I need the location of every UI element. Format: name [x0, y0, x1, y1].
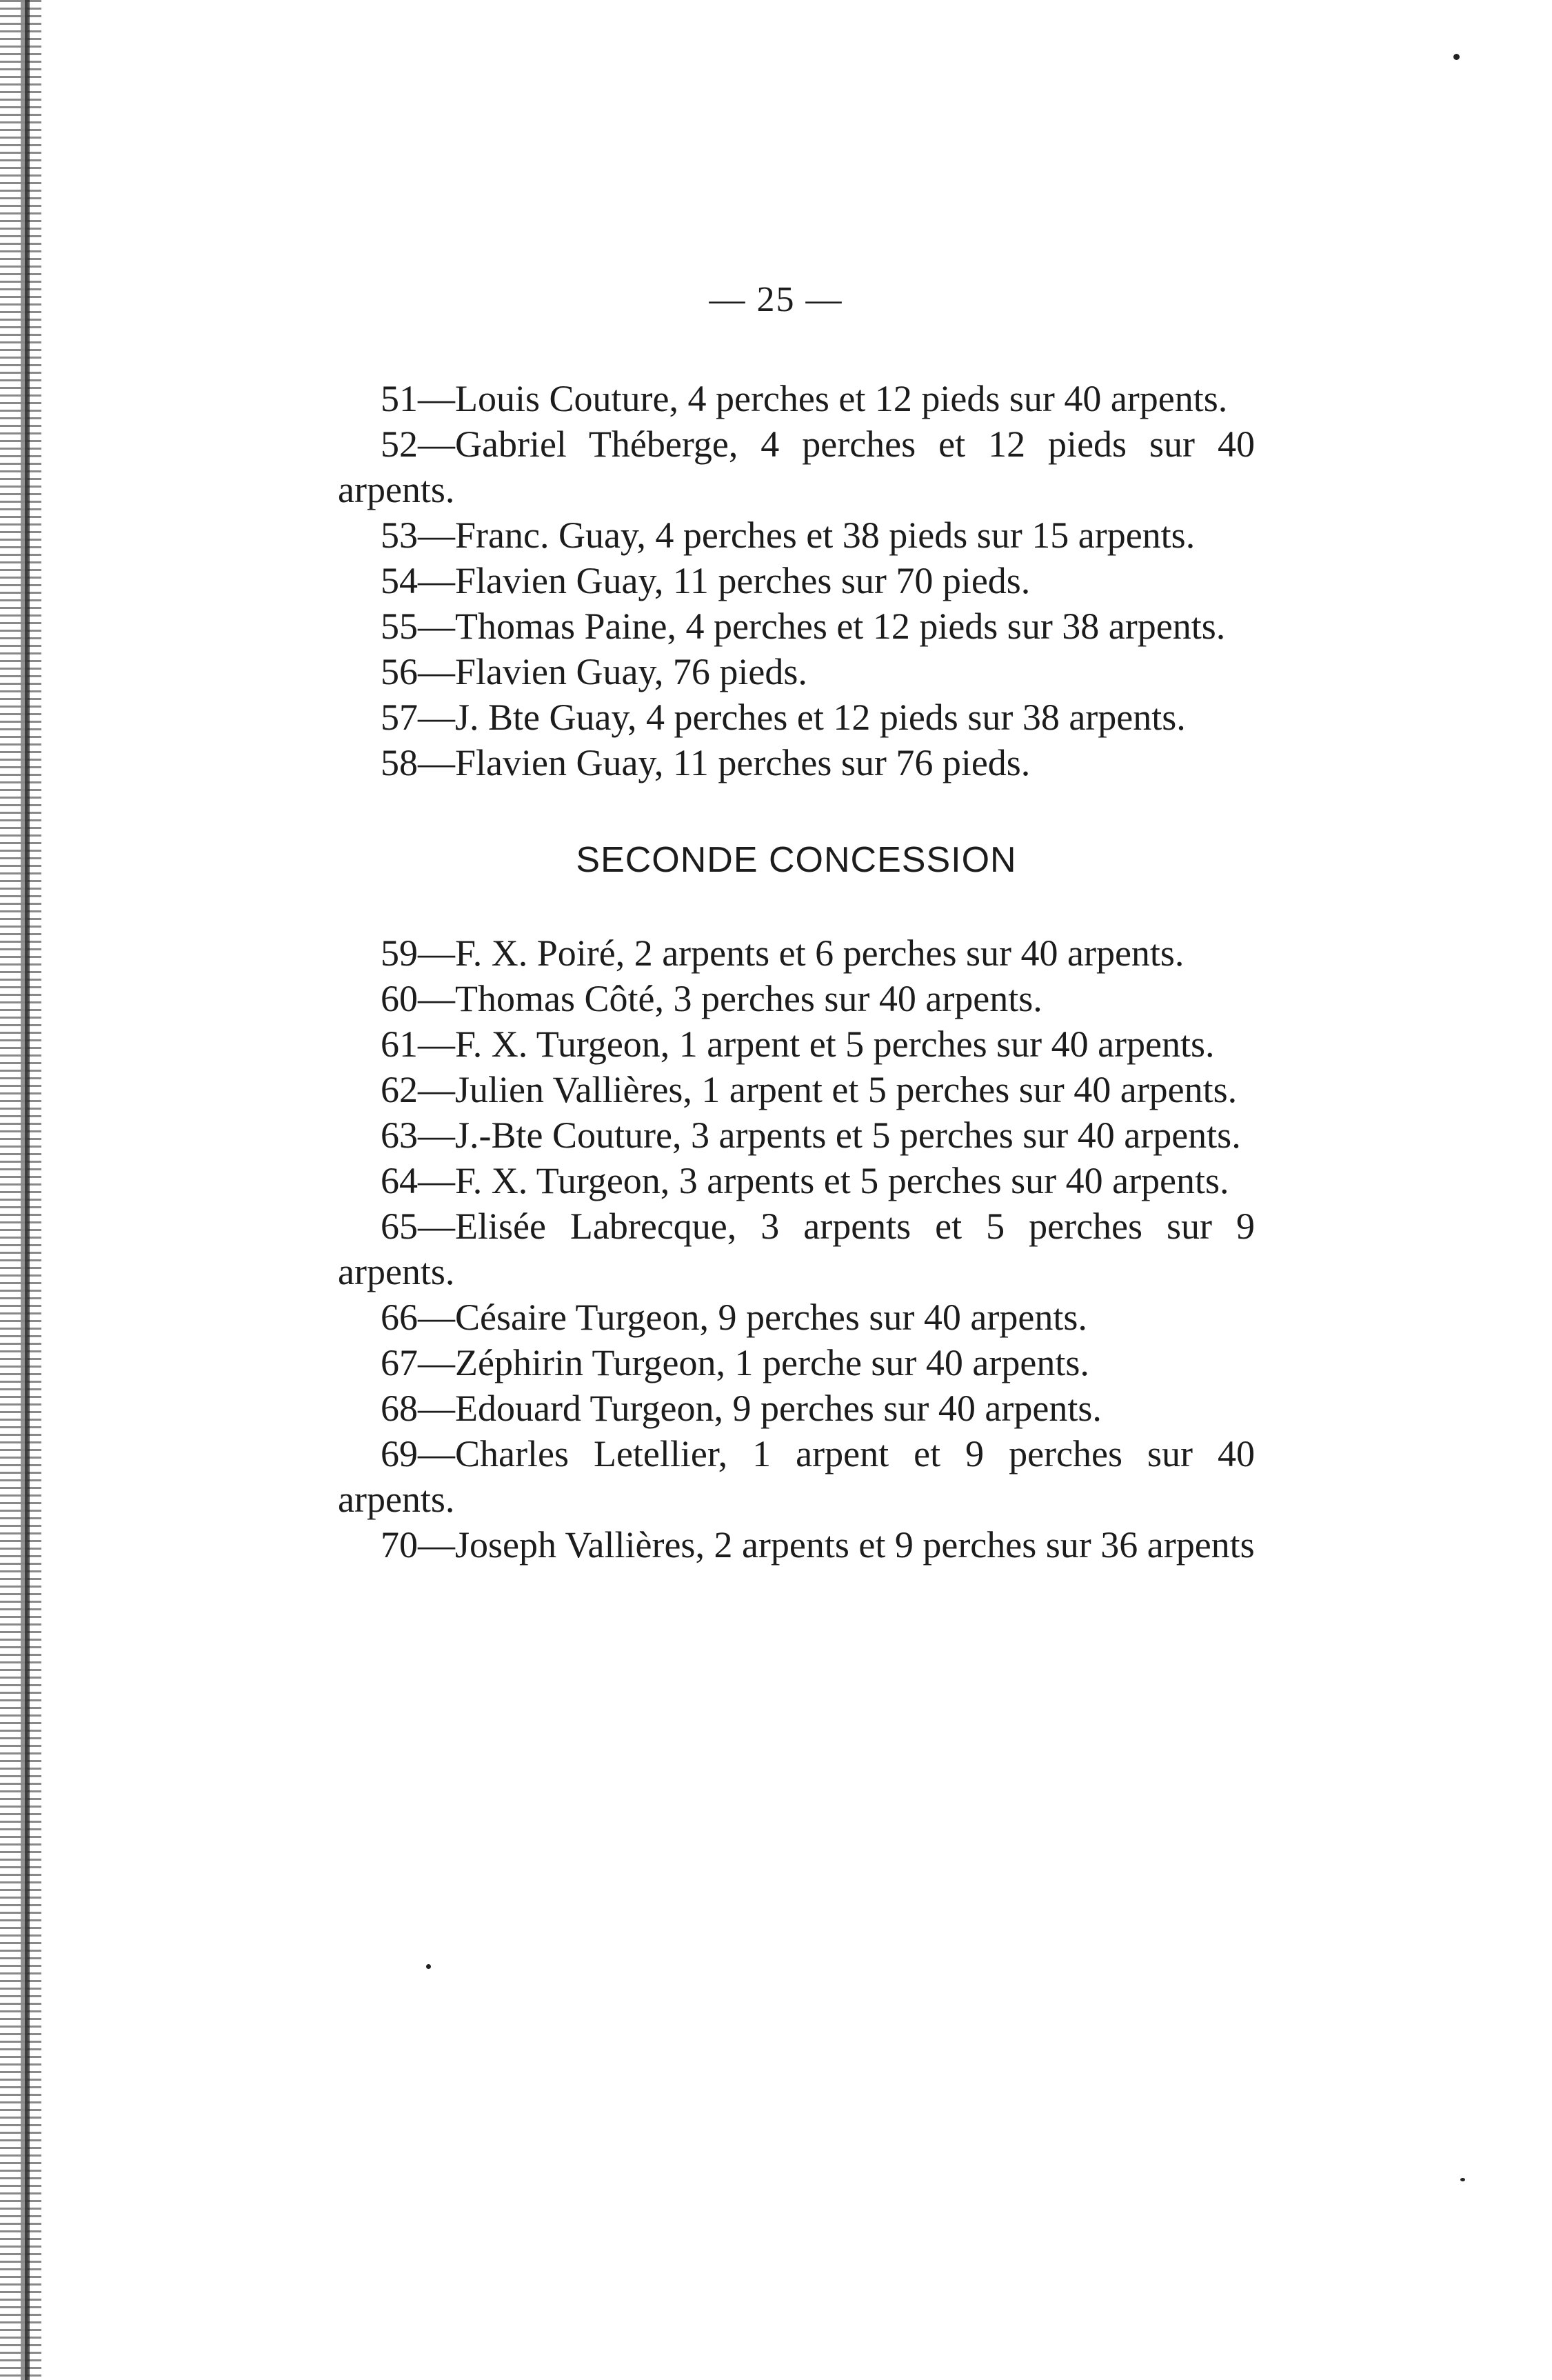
list-item: 55—Thomas Paine, 4 perches et 12 pieds sur 38 arpents.: [381, 606, 1226, 647]
list-item: 54—Flavien Guay, 11 perches sur 70 pieds.: [381, 560, 1031, 601]
list-item: 52—Gabriel Théberge, 4 perches et 12 pieds sur 40 arpents.: [338, 423, 1255, 510]
scan-speck: [1453, 54, 1460, 60]
list-item: 60—Thomas Côté, 3 perches sur 40 arpents.: [381, 978, 1042, 1019]
list-item: 69—Charles Letellier, 1 arpent et 9 perches sur 40 arpents.: [338, 1433, 1255, 1520]
list-item: 70—Joseph Vallières, 2 arpents et 9 perches sur 36 arpents: [381, 1524, 1255, 1566]
list-item: 68—Edouard Turgeon, 9 perches sur 40 arpents.: [381, 1388, 1102, 1429]
list-item: 67—Zéphirin Turgeon, 1 perche sur 40 arpents.: [381, 1342, 1089, 1383]
list-item: 65—Elisée Labrecque, 3 arpents et 5 perches sur 9 arpents.: [338, 1206, 1255, 1292]
scan-speck: [426, 1964, 431, 1969]
list-item: 58—Flavien Guay, 11 perches sur 76 pieds.: [381, 742, 1031, 783]
list-item: 53—Franc. Guay, 4 perches et 38 pieds sur 15 arpents.: [381, 514, 1196, 556]
section-heading: SECONDE CONCESSION: [576, 840, 1017, 880]
binding-shadow-line: [25, 0, 30, 2380]
page-binding-edge: [0, 0, 41, 2380]
text-block: [338, 376, 1255, 1568]
list-item: 66—Césaire Turgeon, 9 perches sur 40 arpents.: [381, 1297, 1087, 1338]
list-item: 56—Flavien Guay, 76 pieds.: [381, 651, 807, 692]
list-item: 62—Julien Vallières, 1 arpent et 5 perches sur 40 arpents.: [381, 1069, 1238, 1110]
list-item: 61—F. X. Turgeon, 1 arpent et 5 perches sur 40 arpents.: [381, 1023, 1215, 1065]
list-item: 64—F. X. Turgeon, 3 arpents et 5 perches sur 40 arpents.: [381, 1160, 1229, 1201]
list-item: 57—J. Bte Guay, 4 perches et 12 pieds sur 38 arpents.: [381, 697, 1186, 738]
list-item: 63—J.-Bte Couture, 3 arpents et 5 perches sur 40 arpents.: [381, 1114, 1241, 1156]
list-item: 59—F. X. Poiré, 2 arpents et 6 perches sur 40 arpents.: [381, 932, 1185, 974]
scan-speck: [1460, 2178, 1465, 2181]
page-number: — 25 —: [709, 280, 843, 319]
list-item: 51—Louis Couture, 4 perches et 12 pieds sur 40 arpents.: [381, 378, 1228, 419]
